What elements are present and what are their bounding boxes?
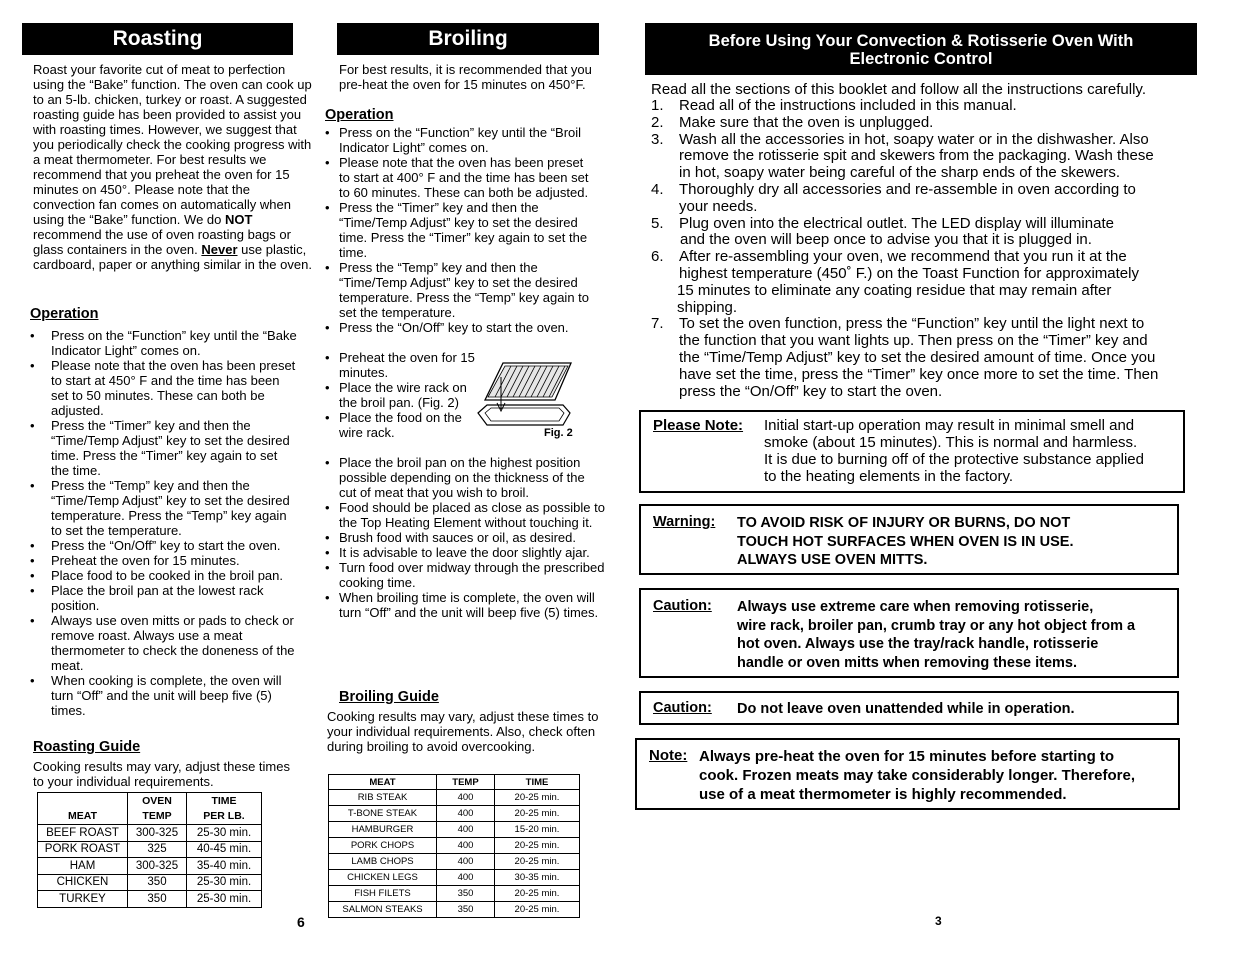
step-number: 3.: [651, 130, 664, 148]
table-row: [329, 806, 580, 822]
table-row: [329, 854, 580, 870]
table-row: [329, 902, 580, 918]
broil-pan-rack-icon: [473, 355, 583, 435]
time-cell: 20-25 min.: [495, 902, 580, 918]
time-cell: 25-30 min.: [187, 825, 262, 842]
page-number-left: 6: [297, 914, 305, 930]
step-line: your needs.: [679, 197, 758, 215]
meat-cell: HAMBURGER: [329, 822, 437, 838]
meat-cell: SALMON STEAKS: [329, 902, 437, 918]
list-item: • Brush food with sauces or oil, as desired.: [325, 530, 605, 545]
step-line: Wash all the accessories in hot, soapy water or in the dishwasher. Also: [679, 130, 1149, 148]
temp-cell: 400: [437, 854, 495, 870]
roasting-operation-list: [22, 328, 297, 718]
list-item: • Press the “On/Off” key to start the oven.: [22, 538, 297, 553]
meat-cell: RIB STEAK: [329, 790, 437, 806]
broiling-operation-list: [325, 125, 595, 335]
note-label: Note:: [649, 747, 688, 764]
step-line: After re-assembling your oven, we recommend that you run it at the: [679, 248, 1127, 266]
step-line: and the oven will beep once to advise you that it is plugged in.: [680, 231, 1092, 249]
roasting-intro: Roast your favorite cut of meat to perfection using the “Bake” function. The oven can cook up to an 5-lb. chicken, turkey or roast. A suggested roasting guide has been provided to assist you with roasting times. However, we suggest that you periodically check the cooking progress with a meat thermometer. For best results we recommend that you preheat the oven for 15 minutes on 450°. Please note that the convection fan comes on automatically when using the “Bake” function. We do NOT recommend the use of oven roasting bags or glass containers in the oven. Never use plastic, cardboard, paper or anything similar in the oven.: [33, 62, 312, 272]
step-line: in hot, soapy water being careful of the sharp ends of the skewers.: [679, 164, 1121, 182]
meat-cell: BEEF ROAST: [38, 825, 128, 842]
list-item: • Place the broil pan on the highest position possible depending on the thickness of the cut of meat that you wish to broil.: [325, 455, 605, 500]
warning-box: [639, 504, 1179, 575]
list-item: • Press the “Timer” key and then the “Time/Temp Adjust” key to set the desired time. Press the “Timer” key again to set the time.: [22, 418, 297, 478]
th-meat: MEAT: [329, 775, 437, 790]
temp-cell: 400: [437, 822, 495, 838]
text-line: to the heating elements in the factory.: [764, 468, 1014, 485]
caution-box-1: [639, 588, 1179, 678]
meat-cell: CHICKEN: [38, 874, 128, 891]
time-cell: 30-35 min.: [495, 870, 580, 886]
table-row: [38, 874, 262, 891]
list-item: • Please note that the oven has been preset to start at 450° F and the time has been set to 50 minutes. These can both be adjusted.: [22, 358, 297, 418]
warning-label: Warning:: [653, 514, 716, 530]
broiling-guide-title: Broiling Guide: [339, 689, 439, 705]
list-item: • It is advisable to leave the door slightly ajar.: [325, 545, 605, 560]
broil-pan-figure: [473, 355, 583, 435]
roasting-guide-intro: Cooking results may vary, adjust these times to your individual requirements.: [33, 759, 290, 789]
list-item: • Press the “Timer” key and then the “Time/Temp Adjust” key to set the desired time. Press the “Timer” key again to set the time.: [325, 200, 595, 260]
time-cell: 20-25 min.: [495, 854, 580, 870]
roasting-operation-title: Operation: [30, 306, 99, 322]
list-item: • Press on the “Function” key until the “Broil Indicator Light” comes on.: [325, 125, 595, 155]
setup-step: [651, 216, 1191, 250]
roasting-guide-title: Roasting Guide: [33, 739, 141, 755]
time-cell: 25-30 min.: [187, 874, 262, 891]
temp-cell: 350: [437, 886, 495, 902]
table-row: [38, 825, 262, 842]
time-cell: 35-40 min.: [187, 858, 262, 875]
list-item: • Preheat the oven for 15 minutes.: [22, 553, 297, 568]
time-cell: 20-25 min.: [495, 886, 580, 902]
meat-cell: LAMB CHOPS: [329, 854, 437, 870]
setup-step: [651, 98, 1191, 115]
table-row: [38, 891, 262, 908]
before-using-title: Before Using Your Convection & Rotisserie Oven With Electronic Control: [645, 23, 1197, 75]
temp-cell: 400: [437, 838, 495, 854]
please-note-text: [764, 417, 1144, 485]
setup-step: [651, 316, 1191, 400]
temp-cell: 300-325: [128, 825, 187, 842]
th-meat: MEAT: [38, 809, 128, 825]
broiling-guide-table: [328, 774, 580, 918]
fig-2-label: Fig. 2: [544, 427, 573, 439]
table-row: [329, 790, 580, 806]
step-number: 1.: [651, 97, 664, 114]
list-item: • Place food to be cooked in the broil pan.: [22, 568, 297, 583]
table-row: [38, 841, 262, 858]
step-line: shipping.: [677, 298, 738, 316]
caution-label-1: Caution:: [653, 598, 712, 614]
meat-cell: TURKEY: [38, 891, 128, 908]
note-box: [635, 738, 1180, 810]
text-line: cook. Frozen meats may take considerably longer. Therefore,: [699, 767, 1135, 784]
step-line: Plug oven into the electrical outlet. The LED display will illuminate: [679, 214, 1114, 232]
meat-cell: PORK CHOPS: [329, 838, 437, 854]
time-cell: 20-25 min.: [495, 790, 580, 806]
list-item: • Press on the “Function” key until the “Bake Indicator Light” comes on.: [22, 328, 297, 358]
step-line: Read all of the instructions included in this manual.: [679, 97, 1017, 114]
time-cell: 40-45 min.: [187, 841, 262, 858]
list-item: • Place the broil pan at the lowest rack position.: [22, 583, 297, 613]
table-row: [329, 822, 580, 838]
broiling-intro: For best results, it is recommended that you pre-heat the oven for 15 minutes on 450°F.: [339, 62, 592, 92]
step-number: 7.: [651, 315, 664, 333]
temp-cell: 400: [437, 806, 495, 822]
list-item: • Press the “Temp” key and then the “Time/Temp Adjust” key to set the desired temperature. Press the “Temp” key again to set the temperature.: [325, 260, 595, 320]
time-cell: 15-20 min.: [495, 822, 580, 838]
text-line: TOUCH HOT SURFACES WHEN OVEN IS IN USE.: [737, 533, 1074, 550]
time-cell: 20-25 min.: [495, 838, 580, 854]
list-item: • Please note that the oven has been preset to start at 400° F and the time has been set to 60 minutes. These can both be adjusted.: [325, 155, 595, 200]
before-intro: Read all the sections of this booklet and follow all the instructions carefully.: [651, 81, 1146, 98]
th-temp: TEMP: [128, 809, 187, 825]
list-item: • Food should be placed as close as possible to the Top Heating Element without touching it.: [325, 500, 605, 530]
list-item: • Preheat the oven for 15 minutes.: [325, 350, 480, 380]
please-note-box: [639, 410, 1185, 493]
caution-text-2: Do not leave oven unattended while in operation.: [737, 701, 1075, 717]
step-line: 15 minutes to eliminate any coating residue that may remain after: [677, 281, 1112, 299]
setup-step: [651, 132, 1191, 182]
temp-cell: 350: [128, 891, 187, 908]
warning-text: [737, 514, 1074, 570]
step-number: 4.: [651, 180, 664, 198]
list-item: • When broiling time is complete, the oven will turn “Off” and the unit will beep five (5) times.: [325, 590, 605, 620]
roasting-title: Roasting: [22, 23, 293, 55]
caution-text-1: [737, 598, 1135, 672]
setup-step: [651, 182, 1191, 216]
temp-cell: 350: [128, 874, 187, 891]
step-line: the “Time/Temp Adjust” key to set the desired amount of time. Once you: [679, 348, 1156, 366]
broiling-operation-list-2: [325, 455, 605, 620]
time-cell: 20-25 min.: [495, 806, 580, 822]
step-line: Thoroughly dry all accessories and re-assemble in oven according to: [679, 180, 1136, 198]
step-number: 2.: [651, 113, 664, 131]
temp-cell: 400: [437, 870, 495, 886]
th-time: TIME: [495, 775, 580, 790]
step-line: To set the oven function, press the “Function” key until the light next to: [679, 315, 1145, 333]
th-oven: OVEN: [128, 793, 187, 809]
text-line: Always use extreme care when removing rotisserie,: [737, 599, 1094, 615]
temp-cell: 350: [437, 902, 495, 918]
step-line: Make sure that the oven is unplugged.: [679, 113, 934, 131]
list-item: • Press the “Temp” key and then the “Time/Temp Adjust” key to set the desired temperature. Press the “Temp” key again to set the temperature.: [22, 478, 297, 538]
temp-cell: 300-325: [128, 858, 187, 875]
th-per-lb: PER LB.: [187, 809, 262, 825]
list-item: • Press the “On/Off” key to start the oven.: [325, 320, 595, 335]
setup-step: [651, 249, 1191, 316]
step-line: have set the time, press the “Timer” key once more to set the time. Then: [679, 365, 1159, 383]
list-item: • When cooking is complete, the oven will turn “Off” and the unit will beep five (5) times.: [22, 673, 297, 718]
text-line: TO AVOID RISK OF INJURY OR BURNS, DO NOT: [737, 515, 1071, 531]
step-line: remove the rotisserie spit and skewers from the packaging. Wash these: [679, 147, 1154, 165]
text-line: smoke (about 15 minutes). This is normal and harmless.: [764, 434, 1138, 451]
step-line: the function that you want lights up. Then press on the “Timer” key and: [679, 332, 1148, 350]
caution-box-2: [639, 691, 1179, 725]
list-item: • Always use oven mitts or pads to check or remove roast. Always use a meat thermometer to check the doneness of the meat.: [22, 613, 297, 673]
step-number: 6.: [651, 248, 664, 266]
note-text: [699, 747, 1135, 804]
text-line: Always pre-heat the oven for 15 minutes before starting to: [699, 748, 1115, 765]
th-temp: TEMP: [437, 775, 495, 790]
text-line: Initial start-up operation may result in minimal smell and: [764, 417, 1135, 434]
table-row: [329, 838, 580, 854]
meat-cell: T-BONE STEAK: [329, 806, 437, 822]
meat-cell: FISH FILETS: [329, 886, 437, 902]
meat-cell: CHICKEN LEGS: [329, 870, 437, 886]
setup-step: [651, 115, 1191, 132]
list-item: • Place the food on the wire rack.: [325, 410, 480, 440]
text-line: use of a meat thermometer is highly recommended.: [699, 786, 1067, 803]
table-row: [329, 886, 580, 902]
list-item: • Place the wire rack on the broil pan. (Fig. 2): [325, 380, 480, 410]
temp-cell: 400: [437, 790, 495, 806]
meat-cell: HAM: [38, 858, 128, 875]
th-time: TIME: [187, 793, 262, 809]
roasting-guide-table: [37, 792, 262, 908]
meat-cell: PORK ROAST: [38, 841, 128, 858]
step-line: press the “On/Off” key to start the oven.: [679, 382, 943, 400]
step-line: highest temperature (450˚ F.) on the Toast Function for approximately: [679, 264, 1139, 282]
broiling-guide-intro: Cooking results may vary, adjust these times to your individual requirements. Also, check often during broiling to avoid overcooking.: [327, 709, 599, 754]
time-cell: 25-30 min.: [187, 891, 262, 908]
text-line: It is due to burning off of the protective substance applied: [764, 451, 1144, 468]
text-line: wire rack, broiler pan, crumb tray or any hot object from a: [737, 617, 1136, 634]
broiling-operation-title: Operation: [325, 107, 394, 123]
temp-cell: 325: [128, 841, 187, 858]
please-note-label: Please Note:: [653, 417, 744, 434]
table-row: [38, 858, 262, 875]
page-number-right: 3: [935, 914, 942, 928]
text-line: hot oven. Always use the tray/rack handle, rotisserie: [737, 636, 1099, 652]
text-line: handle or oven mitts when removing these items.: [737, 654, 1078, 671]
step-number: 5.: [651, 214, 664, 232]
broiling-fig-list: [325, 350, 480, 440]
caution-label-2: Caution:: [653, 700, 712, 716]
list-item: • Turn food over midway through the prescribed cooking time.: [325, 560, 605, 590]
setup-steps-list: [651, 98, 1191, 400]
broiling-title: Broiling: [337, 23, 599, 55]
table-row: [329, 870, 580, 886]
text-line: ALWAYS USE OVEN MITTS.: [737, 552, 928, 568]
